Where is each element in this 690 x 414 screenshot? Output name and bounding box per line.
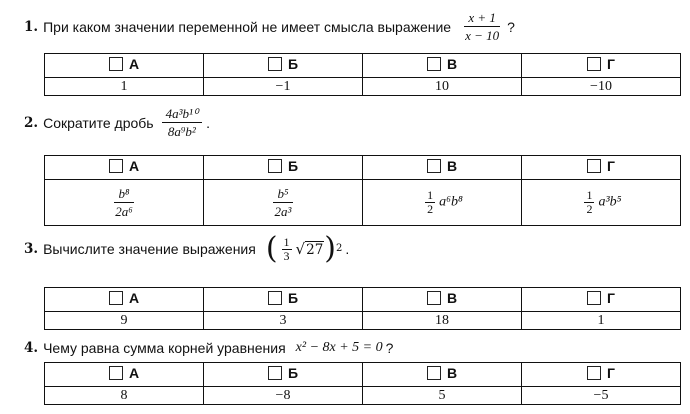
question-1-fraction — [461, 10, 503, 43]
option-g-value: −5 — [522, 387, 681, 405]
answer-denominator: 2a³ — [274, 204, 292, 219]
option-letter: А — [128, 289, 140, 306]
option-b-value: −8 — [204, 387, 363, 405]
option-letter: Б — [287, 364, 299, 381]
question-3: 3. Вычислите значение выражения ( $\frac{1}{3}$ √ 27 ) 2 . — [24, 231, 350, 266]
option-letter: А — [128, 55, 140, 72]
answer-numerator: 1 — [427, 188, 434, 202]
option-a-value: 8 — [45, 387, 204, 405]
question-2-end: . — [206, 114, 211, 131]
question-4-end: ? — [385, 340, 394, 356]
option-letter: А — [128, 364, 140, 381]
answer-denominator: 2a⁶ — [115, 204, 133, 219]
option-b-header[interactable] — [204, 156, 363, 180]
option-a-header[interactable] — [45, 288, 204, 312]
option-a-header[interactable] — [45, 54, 204, 78]
checkbox-g[interactable] — [587, 366, 601, 380]
option-b-value: −1 — [204, 78, 363, 96]
option-letter: Б — [287, 157, 299, 174]
question-1-end: ? — [507, 18, 515, 35]
option-letter: Г — [607, 157, 615, 174]
option-g-header[interactable] — [522, 54, 681, 78]
answer-denominator: 2 — [427, 202, 434, 216]
option-letter: Г — [607, 55, 615, 72]
option-letter: Б — [287, 55, 299, 72]
checkbox-a[interactable] — [109, 57, 123, 71]
option-v-value: 5 — [363, 387, 522, 405]
option-b-header[interactable] — [204, 288, 363, 312]
checkbox-v[interactable] — [427, 291, 441, 305]
checkbox-g[interactable] — [587, 57, 601, 71]
answer-tail: a⁶b⁸ — [439, 194, 463, 210]
option-v-value — [363, 180, 522, 226]
option-v-header[interactable] — [363, 54, 522, 78]
option-letter: В — [446, 289, 458, 306]
right-paren: ) — [324, 231, 337, 266]
option-letter: Б — [287, 289, 299, 306]
option-letter: А — [128, 157, 140, 174]
option-letter: Г — [607, 289, 615, 306]
fraction-numerator: x + 1 — [464, 10, 500, 27]
checkbox-v[interactable] — [427, 159, 441, 173]
answer-tail: a³b⁵ — [598, 194, 622, 210]
option-a-header[interactable] — [45, 363, 204, 387]
option-a-value: 9 — [45, 312, 204, 330]
option-a-value: 1 — [45, 78, 204, 96]
option-b-value — [204, 180, 363, 226]
option-a-header[interactable] — [45, 156, 204, 180]
checkbox-b[interactable] — [268, 291, 282, 305]
question-1 — [24, 10, 515, 43]
option-letter: Г — [607, 364, 615, 381]
question-3-end: . — [345, 241, 350, 257]
checkbox-b[interactable] — [268, 57, 282, 71]
answer-denominator: 2 — [586, 202, 593, 216]
radicand: 27 — [306, 242, 324, 258]
option-g-header[interactable] — [522, 363, 681, 387]
option-b-value: 3 — [204, 312, 363, 330]
answer-table-4 — [44, 362, 681, 405]
square-root — [296, 240, 325, 258]
radical-sign-icon: √ — [295, 240, 306, 258]
fraction-denominator: 3 — [283, 248, 290, 263]
checkbox-b[interactable] — [268, 159, 282, 173]
question-2 — [24, 106, 210, 139]
answer-table-3 — [44, 287, 681, 330]
question-1-number: 1. — [24, 18, 39, 35]
answer-table-1 — [44, 53, 681, 96]
option-g-value: −10 — [522, 78, 681, 96]
checkbox-a[interactable] — [109, 291, 123, 305]
option-v-value: 10 — [363, 78, 522, 96]
checkbox-v[interactable] — [427, 366, 441, 380]
checkbox-b[interactable] — [268, 366, 282, 380]
option-letter: В — [446, 157, 458, 174]
question-2-fraction — [162, 106, 203, 139]
question-4 — [24, 340, 393, 356]
option-v-value: 18 — [363, 312, 522, 330]
checkbox-g[interactable] — [587, 291, 601, 305]
option-g-value: 1 — [522, 312, 681, 330]
option-b-header[interactable] — [204, 363, 363, 387]
question-2-text: Сократите дробь — [43, 114, 154, 131]
option-g-header[interactable] — [522, 288, 681, 312]
answer-numerator: b⁸ — [114, 186, 133, 203]
left-paren: ( — [265, 231, 278, 266]
fraction-denominator: x − 10 — [465, 28, 500, 43]
checkbox-v[interactable] — [427, 57, 441, 71]
question-3-fraction — [282, 236, 292, 263]
checkbox-a[interactable] — [109, 159, 123, 173]
question-3-number: 3. — [24, 241, 39, 257]
checkbox-a[interactable] — [109, 366, 123, 380]
option-g-header[interactable] — [522, 156, 681, 180]
question-2-number: 2. — [24, 114, 39, 131]
answer-numerator: b⁵ — [273, 186, 292, 203]
option-letter: В — [446, 364, 458, 381]
option-v-header[interactable] — [363, 156, 522, 180]
option-a-value — [45, 180, 204, 226]
fraction-numerator: 4a³b¹⁰ — [162, 106, 203, 123]
option-g-value — [522, 180, 681, 226]
question-1-text: При каком значении переменной не имеет смысла выражение — [43, 18, 452, 35]
answer-numerator: 1 — [586, 188, 593, 202]
question-4-number: 4. — [24, 340, 39, 356]
option-b-header[interactable] — [204, 54, 363, 78]
option-v-header[interactable] — [363, 363, 522, 387]
option-v-header[interactable] — [363, 288, 522, 312]
question-3-text: Вычислите значение выражения — [43, 241, 256, 257]
option-letter: В — [446, 55, 458, 72]
answer-table-2 — [44, 155, 681, 226]
fraction-numerator: 1 — [283, 234, 290, 249]
fraction-denominator: 8a⁹b² — [167, 124, 196, 139]
question-4-equation: x² − 8x + 5 = 0 — [295, 340, 383, 355]
checkbox-g[interactable] — [587, 159, 601, 173]
question-4-text: Чему равна сумма корней уравнения — [43, 340, 286, 356]
